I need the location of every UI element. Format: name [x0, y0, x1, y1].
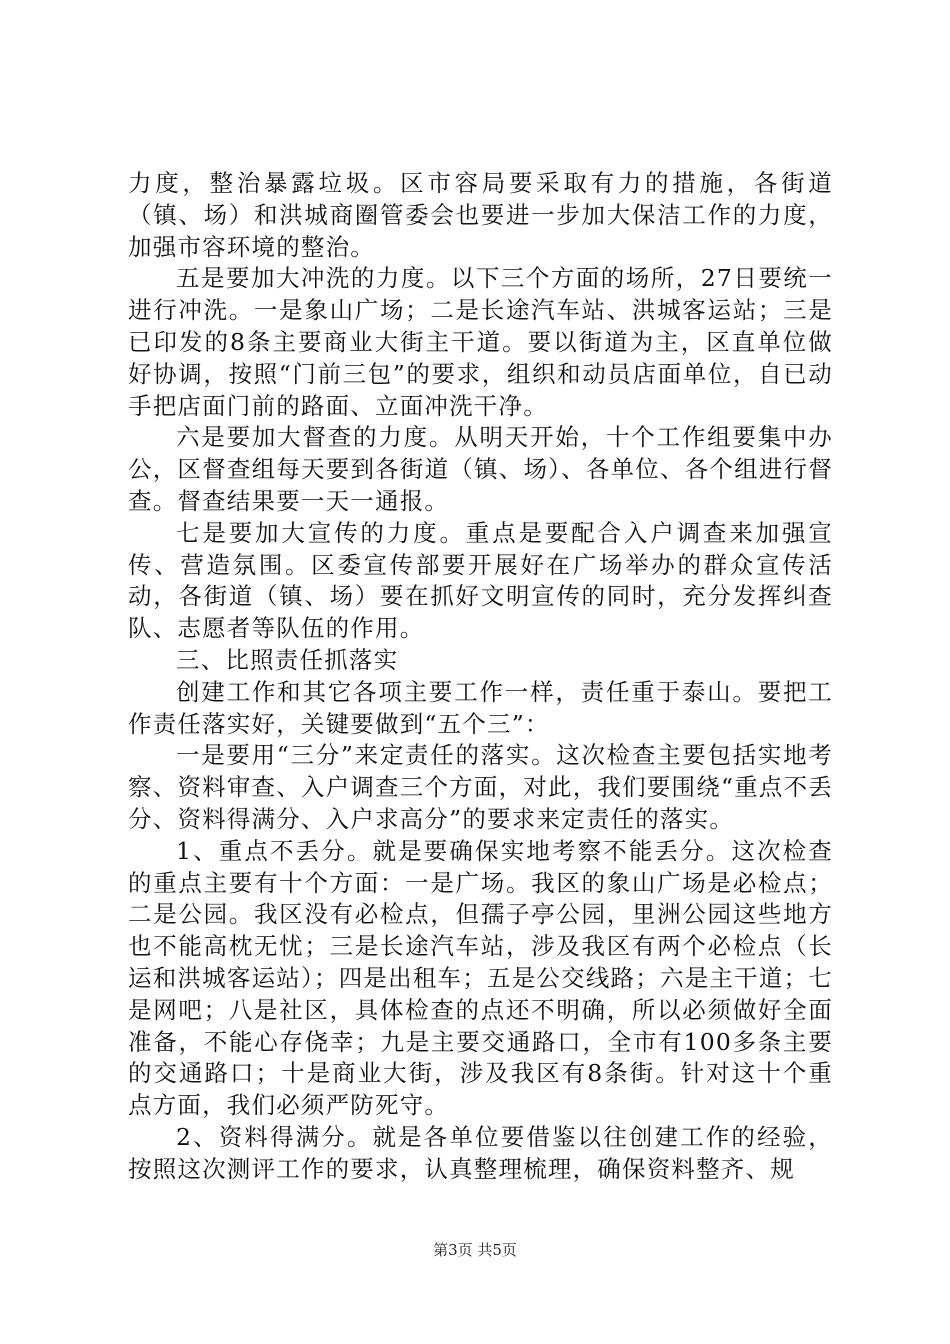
paragraph-continuation: 力度，整治暴露垃圾。区市容局要采取有力的措施，各街道（镇、场）和洪城商圈管委会也要进一步加大保洁工作的力度，加强市容环境的整治。	[128, 169, 833, 261]
section-heading: 三、比照责任抓落实	[176, 645, 399, 674]
paragraph-materials: 2、资料得满分。就是各单位要借鉴以往创建工作的经验，按照这次测评工作的要求，认真整理梳理，确保资料整齐、规	[128, 1122, 833, 1183]
paragraph-item-seven: 七是要加大宣传的力度。重点是要配合入户调查来加强宣传、营造氛围。区委宣传部要开展好在广场举办的群众宣传活动，各街道（镇、场）要在抓好文明宣传的同时，充分发挥纠查队、志愿者等队伍的作用。	[128, 518, 833, 643]
document-body	[128, 168, 833, 1186]
paragraph-three-points: 一是要用“三分”来定责任的落实。这次检查主要包括实地考察、资料审查、入户调查三个方面，对此，我们要围绕“重点不丢分、资料得满分、入户求高分”的要求来定责任的落实。	[128, 741, 833, 833]
paragraph-item-five: 五是要加大冲洗的力度。以下三个方面的场所，27日要统一进行冲洗。一是象山广场；二是长途汽车站、洪城客运站；三是已印发的8条主要商业大街主干道。要以街道为主，区直单位做好协调，按照“门前三包”的要求，组织和动员店面单位，自已动手把店面门前的路面、立面冲洗干净。	[128, 264, 833, 420]
page-footer: 第3页 共5页	[433, 1241, 517, 1259]
paragraph-key-points: 1、重点不丢分。就是要确保实地考察不能丢分。这次检查的重点主要有十个方面：一是广场。我区的象山广场是必检点；二是公园。我区没有必检点，但孺子亭公园，里洲公园这些地方也不能高枕无忧；三是长途汽车站，涉及我区有两个必检点（长运和洪城客运站）；四是出租车；五是公交线路；六是主干道；七是网吧；八是社区，具体检查的点还不明确，所以必须做好全面准备，不能心存侥幸；九是主要交通路口，全市有100多条主要的交通路口；十是商业大街，涉及我区有8条街。针对这十个重点方面，我们必须严防死守。	[128, 836, 833, 1120]
paragraph-responsibility-intro: 创建工作和其它各项主要工作一样，责任重于泰山。要把工作责任落实好，关键要做到“五个三”：	[128, 677, 833, 738]
paragraph-item-six: 六是要加大督查的力度。从明天开始，十个工作组要集中办公，区督查组每天要到各街道（镇、场）、各单位、各个组进行督查。督查结果要一天一通报。	[128, 423, 833, 515]
